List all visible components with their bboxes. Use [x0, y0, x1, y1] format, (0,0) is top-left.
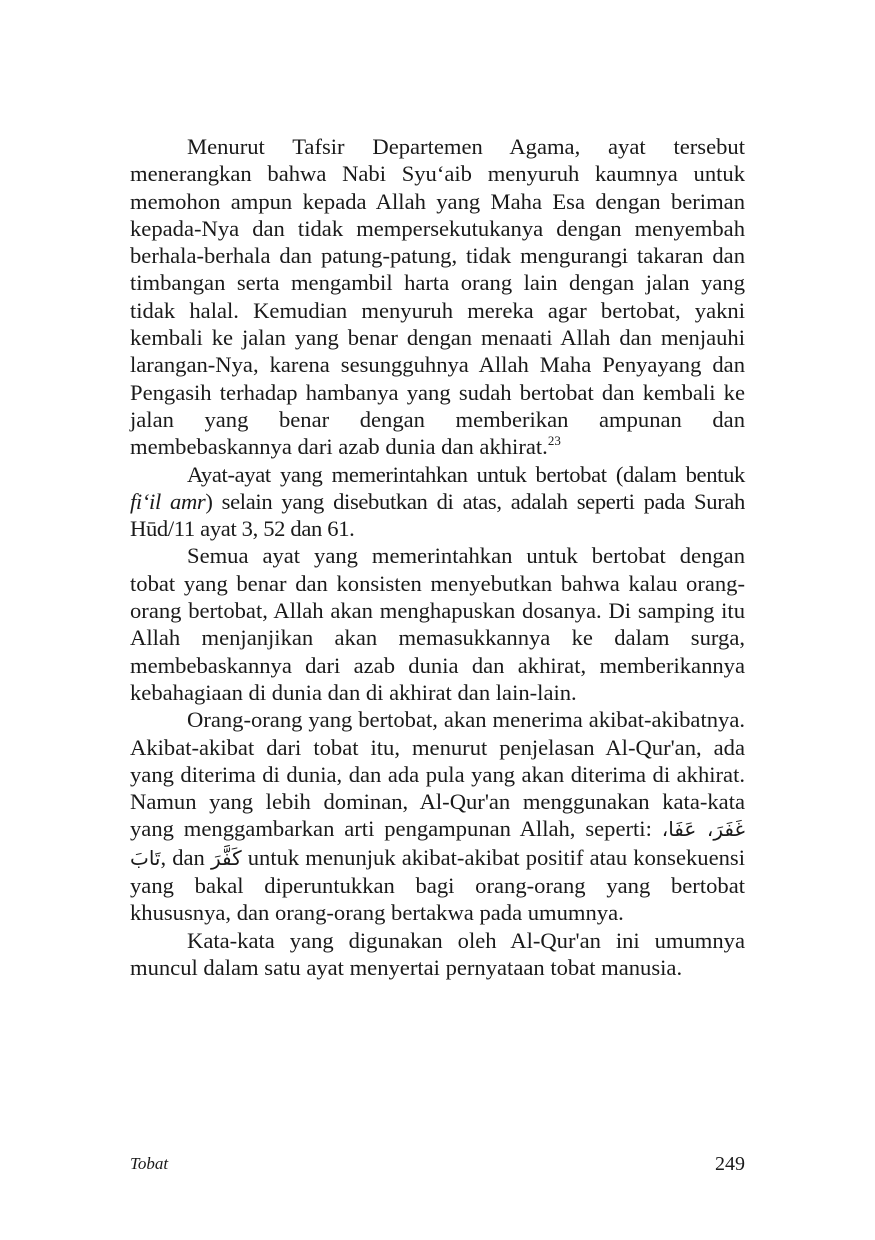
paragraph-2-italic-term: fi‘il amr [130, 488, 206, 514]
paragraph-2-text-end: ) selain yang disebutkan di atas, adalah seperti pada Surah Hūd/11 ayat 3, 52 dan 61. [130, 488, 745, 542]
arabic-word-kaffara: كَفَّرَ [210, 845, 242, 870]
paragraph-3-text: Semua ayat yang memerintahkan untuk bertobat dengan tobat yang benar dan konsisten menyebutkan bahwa kalau orang-orang bertobat, Allah akan menghapuskan dosanya. Di samping itu Allah menjanjikan akan memasukkannya ke dalam surga, membebaskannya dari azab dunia dan akhirat, memberikannya kebahagiaan di dunia dan di akhirat dan lain-lain. [130, 543, 745, 705]
footnote-reference[interactable]: 23 [547, 433, 561, 449]
arabic-words-list: غَفَرَ، عَفَا، تَابَ [130, 817, 745, 870]
paragraph-1-text: Menurut Tafsir Departemen Agama, ayat tersebut menerangkan bahwa Nabi Syu‘aib menyuruh kaumnya untuk memohon ampun kepada Allah yang Maha Esa dengan beriman kepada-Nya dan tidak mempersekutukanya dengan menyembah berhala-berhala dan patung-patung, tidak mengurangi takaran dan timbangan serta mengambil harta orang lain dengan jalan yang tidak halal. Kemudian menyuruh mereka agar bertobat, yakni kembali ke jalan yang benar dengan menaati Allah dan menjauhi larangan-Nya, karena sesungguhnya Allah Maha Penyayang dan Pengasih terhadap hambanya yang sudah bertobat dan kembali ke jalan yang benar dengan memberikan ampunan dan membebaskannya dari azab dunia dan akhirat. [130, 134, 745, 460]
paragraph-5-text: Kata-kata yang digunakan oleh Al-Qur'an ini umumnya muncul dalam satu ayat menyertai pernyataan tobat manusia. [130, 927, 745, 980]
running-title: Tobat [130, 1154, 169, 1173]
paragraph-4-text-join: , dan [160, 844, 211, 870]
paragraph-2-text-start: Ayat-ayat yang memerintahkan untuk bertobat (dalam bentuk [187, 461, 745, 487]
paragraph-5 [130, 927, 745, 982]
paragraph-2 [130, 461, 745, 543]
paragraph-3 [130, 542, 745, 706]
page-body [130, 133, 745, 981]
paragraph-4-text-end: untuk menunjuk akibat-akibat positif atau konsekuensi yang bakal diperuntukkan bagi orang-orang yang bertobat khususnya, dan orang-orang bertakwa pada umumnya. [130, 844, 745, 926]
paragraph-4 [130, 706, 745, 926]
paragraph-1 [130, 133, 745, 461]
paragraph-4-text-start: Orang-orang yang bertobat, akan menerima akibat-akibatnya. Akibat-akibat dari tobat itu, menurut penjelasan Al-Qur'an, ada yang diterima di dunia, dan ada pula yang akan diterima di akhirat. Namun yang lebih dominan, Al-Qur'an menggunakan kata-kata yang menggambarkan arti pengampunan Allah, seperti: [130, 707, 745, 842]
page-number: 249 [715, 1153, 745, 1175]
